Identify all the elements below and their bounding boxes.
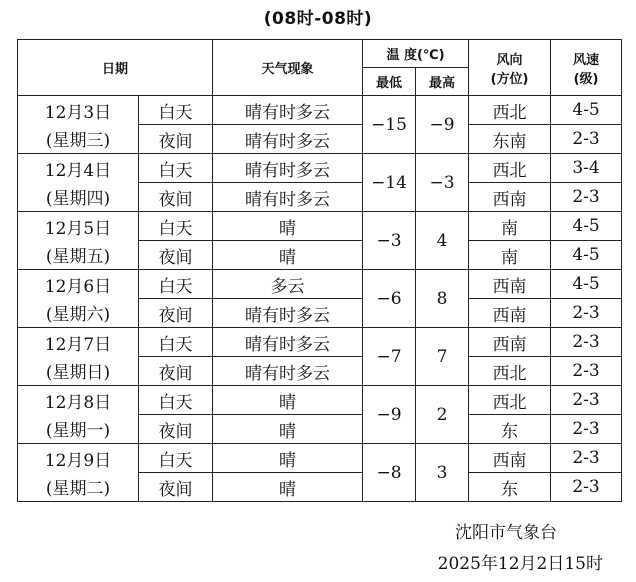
header-weather: 天气现象 — [213, 40, 363, 96]
header-temperature: 温 度(℃) — [363, 40, 469, 68]
table-row — [18, 357, 622, 386]
forecast-table — [17, 39, 622, 502]
temp-min: −15 — [363, 96, 416, 154]
weather-day: 晴有时多云 — [213, 154, 363, 183]
wind-speed-night: 2-3 — [551, 357, 622, 386]
temp-max: 8 — [416, 270, 469, 328]
date-cell: 12月5日 — [18, 212, 139, 241]
table-row — [18, 473, 622, 502]
table-row — [18, 96, 622, 125]
wind-dir-night: 西南 — [469, 299, 551, 328]
table-row — [18, 299, 622, 328]
temp-min: −7 — [363, 328, 416, 386]
table-row — [18, 386, 622, 415]
table-row — [18, 328, 622, 357]
table-row — [18, 444, 622, 473]
weekday-cell: (星期三) — [18, 125, 139, 154]
temp-max: −9 — [416, 96, 469, 154]
weekday-cell: (星期六) — [18, 299, 139, 328]
wind-speed-night: 2-3 — [551, 299, 622, 328]
wind-speed-day: 3-4 — [551, 154, 622, 183]
temp-min: −9 — [363, 386, 416, 444]
wind-dir-day: 西北 — [469, 154, 551, 183]
wind-dir-day: 西北 — [469, 386, 551, 415]
temp-min: −8 — [363, 444, 416, 502]
temp-max: 2 — [416, 386, 469, 444]
wind-speed-day: 2-3 — [551, 444, 622, 473]
table-row — [18, 154, 622, 183]
period-night: 夜间 — [139, 241, 213, 270]
wind-dir-night: 东南 — [469, 125, 551, 154]
period-day: 白天 — [139, 96, 213, 125]
temp-max: −3 — [416, 154, 469, 212]
table-row — [18, 183, 622, 212]
weather-night: 晴 — [213, 473, 363, 502]
wind-speed-day: 2-3 — [551, 328, 622, 357]
header-wind-direction — [469, 40, 551, 96]
date-cell: 12月8日 — [18, 386, 139, 415]
header-date: 日期 — [18, 40, 213, 96]
wind-dir-night: 东 — [469, 473, 551, 502]
weekday-cell: (星期日) — [18, 357, 139, 386]
wind-speed-night: 2-3 — [551, 125, 622, 154]
wind-speed-night: 2-3 — [551, 473, 622, 502]
period-day: 白天 — [139, 270, 213, 299]
wind-speed-night: 4-5 — [551, 241, 622, 270]
header-temp-min: 最低 — [363, 68, 416, 96]
wind-speed-night: 2-3 — [551, 415, 622, 444]
period-night: 夜间 — [139, 357, 213, 386]
weather-day: 晴 — [213, 386, 363, 415]
wind-dir-night: 西北 — [469, 357, 551, 386]
temp-max: 7 — [416, 328, 469, 386]
temp-min: −14 — [363, 154, 416, 212]
issue-time: 2025年12月2日15时 — [437, 554, 603, 574]
issuing-office: 沈阳市气象台 — [455, 523, 557, 543]
weather-night: 晴有时多云 — [213, 125, 363, 154]
temp-max: 3 — [416, 444, 469, 502]
header-wind-direction-label: 风向 — [496, 52, 523, 68]
weather-day: 晴有时多云 — [213, 96, 363, 125]
wind-dir-day: 西南 — [469, 270, 551, 299]
wind-dir-night: 南 — [469, 241, 551, 270]
date-cell: 12月6日 — [18, 270, 139, 299]
table-row — [18, 270, 622, 299]
period-day: 白天 — [139, 444, 213, 473]
temp-min: −6 — [363, 270, 416, 328]
wind-speed-day: 4-5 — [551, 96, 622, 125]
page-title: (08时-08时) — [263, 9, 373, 29]
wind-dir-night: 西南 — [469, 183, 551, 212]
header-wind-speed-sub: (级) — [573, 71, 599, 87]
weather-day: 晴 — [213, 212, 363, 241]
wind-speed-day: 4-5 — [551, 270, 622, 299]
weather-night: 晴有时多云 — [213, 357, 363, 386]
header-wind-speed-label: 风速 — [573, 52, 600, 68]
table-row — [18, 125, 622, 154]
wind-speed-night: 2-3 — [551, 183, 622, 212]
weather-night: 晴有时多云 — [213, 299, 363, 328]
table-row — [18, 415, 622, 444]
temp-max: 4 — [416, 212, 469, 270]
weekday-cell: (星期五) — [18, 241, 139, 270]
period-night: 夜间 — [139, 125, 213, 154]
period-day: 白天 — [139, 154, 213, 183]
header-wind-speed — [551, 40, 622, 96]
period-night: 夜间 — [139, 183, 213, 212]
date-cell: 12月9日 — [18, 444, 139, 473]
weather-day: 多云 — [213, 270, 363, 299]
temp-min: −3 — [363, 212, 416, 270]
wind-dir-day: 南 — [469, 212, 551, 241]
weather-night: 晴 — [213, 241, 363, 270]
weather-night: 晴 — [213, 415, 363, 444]
header-temp-max: 最高 — [416, 68, 469, 96]
date-cell: 12月7日 — [18, 328, 139, 357]
wind-speed-day: 4-5 — [551, 212, 622, 241]
table-row — [18, 241, 622, 270]
wind-speed-day: 2-3 — [551, 386, 622, 415]
date-cell: 12月4日 — [18, 154, 139, 183]
weekday-cell: (星期四) — [18, 183, 139, 212]
period-night: 夜间 — [139, 473, 213, 502]
wind-dir-day: 西南 — [469, 328, 551, 357]
period-day: 白天 — [139, 328, 213, 357]
weekday-cell: (星期二) — [18, 473, 139, 502]
period-day: 白天 — [139, 386, 213, 415]
weather-day: 晴 — [213, 444, 363, 473]
period-day: 白天 — [139, 212, 213, 241]
wind-dir-day: 西南 — [469, 444, 551, 473]
weather-night: 晴有时多云 — [213, 183, 363, 212]
period-night: 夜间 — [139, 299, 213, 328]
table-row — [18, 212, 622, 241]
wind-dir-night: 东 — [469, 415, 551, 444]
header-wind-direction-sub: (方位) — [490, 71, 529, 87]
period-night: 夜间 — [139, 415, 213, 444]
weather-day: 晴有时多云 — [213, 328, 363, 357]
weekday-cell: (星期一) — [18, 415, 139, 444]
wind-dir-day: 西北 — [469, 96, 551, 125]
date-cell: 12月3日 — [18, 96, 139, 125]
